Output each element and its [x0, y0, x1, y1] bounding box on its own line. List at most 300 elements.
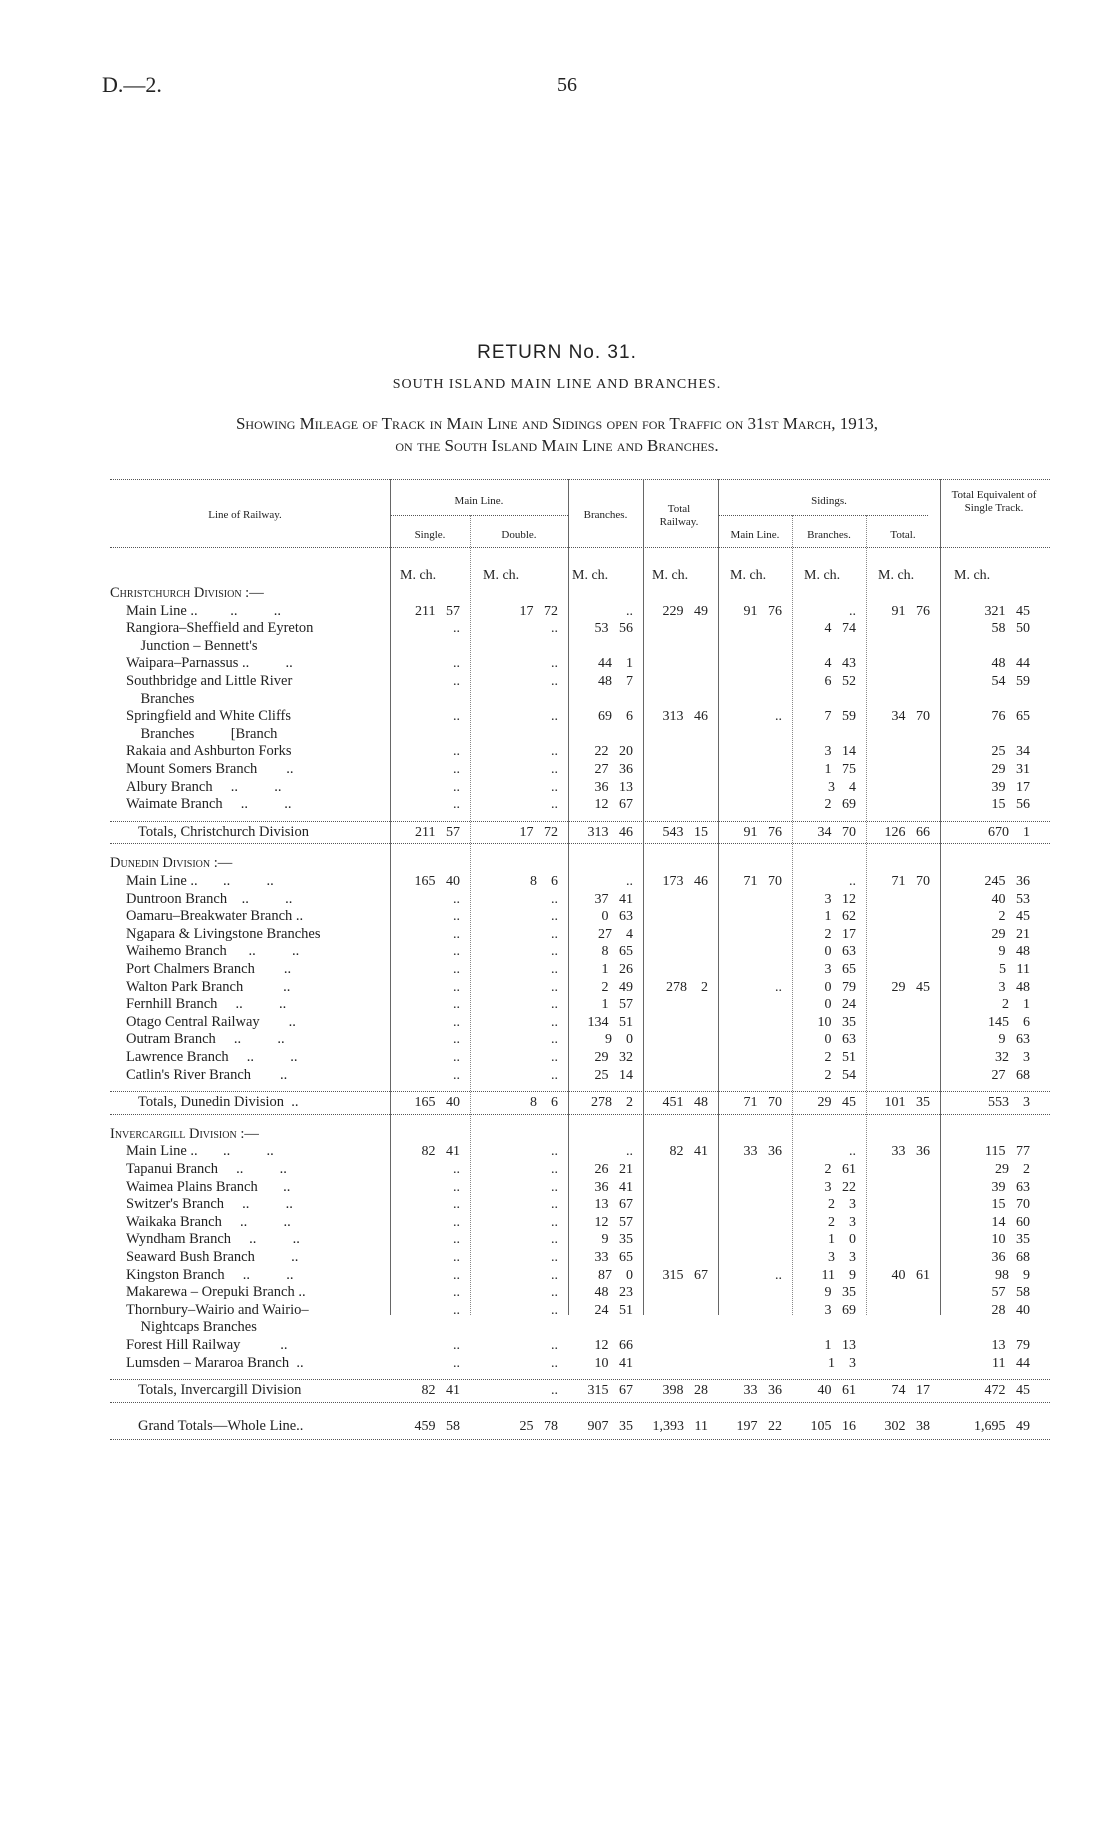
row-label: Seaward Bush Branch .. [126, 1249, 299, 1265]
header-main-line: Main Line. [454, 495, 504, 507]
cell-double: .. [551, 962, 558, 977]
cell-branches: 2 49 [601, 979, 633, 995]
caption-line-1: Showing Mileage of Track in Main Line and Sidings open for Traffic on 31st March, 1913, [235, 414, 879, 433]
cell-equiv: 2 1 [1002, 997, 1030, 1013]
col-sep-total [643, 479, 644, 1315]
cell-single: .. [453, 674, 460, 689]
cell-sid-br: 2 54 [824, 1067, 856, 1083]
cell-sid-total: 33 36 [891, 1144, 930, 1160]
cell-single: .. [453, 1267, 460, 1283]
cell-branches: 24 51 [594, 1302, 633, 1318]
cell-branches: 87 0 [598, 1267, 633, 1283]
units-branches: M. ch. [572, 568, 609, 583]
header-double: Double. [501, 529, 537, 541]
units-sid-main: M. ch. [730, 568, 767, 583]
cell-total: 82 41 [669, 1144, 708, 1160]
cell-single: .. [453, 1302, 460, 1318]
cell-sid-br: 4 43 [824, 656, 856, 672]
cell-double: 17 72 [519, 603, 558, 619]
cell-sid-main: .. [775, 709, 782, 725]
cell-sid-br: 1 3 [828, 1355, 856, 1371]
cell-equiv: 36 68 [991, 1250, 1030, 1265]
cell-sid-br: 3 14 [824, 744, 856, 760]
cell-single: .. [453, 962, 460, 977]
cell-total: 173 46 [662, 874, 708, 889]
header-single: Single. [414, 529, 446, 541]
subtotal-double: 17 72 [519, 824, 558, 840]
cell-sid-br: 0 79 [824, 979, 856, 995]
grand-total-single: 459 58 [414, 1418, 460, 1434]
cell-equiv: 48 44 [991, 656, 1030, 672]
cell-double: .. [551, 1302, 558, 1318]
row-label: Junction – Bennett's [126, 637, 258, 654]
grand-total-sid-br: 105 16 [810, 1418, 856, 1434]
subtotal-sid-br: 29 45 [817, 1095, 856, 1111]
cell-sid-br: 0 63 [824, 1032, 856, 1048]
subtotal-sid-total: 74 17 [891, 1383, 930, 1399]
subtotal-sid-total: 126 66 [884, 824, 930, 840]
col-sep-sid-total [866, 515, 867, 1315]
cell-equiv: 29 31 [991, 762, 1030, 777]
cell-branches: 36 13 [594, 779, 633, 795]
grand-total-total: 1,393 11 [652, 1418, 708, 1434]
cell-double: .. [551, 944, 558, 960]
cell-equiv: 54 59 [991, 674, 1030, 689]
cell-sid-total: 34 70 [891, 709, 930, 725]
cell-equiv: 5 11 [999, 962, 1030, 977]
cell-sid-br: 2 17 [824, 926, 856, 942]
cell-sid-total: 91 76 [891, 603, 930, 619]
header-bottom-rule [110, 547, 1050, 548]
cell-sid-br: 6 52 [824, 674, 856, 689]
cell-branches: 53 56 [594, 621, 633, 637]
row-label: Lawrence Branch .. .. [126, 1049, 298, 1065]
cell-double: .. [551, 779, 558, 795]
subtotal-total: 451 48 [662, 1095, 708, 1111]
subtotal-bottom-rule [110, 843, 1050, 844]
cell-equiv: 115 77 [985, 1144, 1030, 1160]
cell-single: .. [453, 1179, 460, 1195]
subtotal-branches: 315 67 [587, 1383, 633, 1399]
table-top-rule [110, 479, 1050, 480]
cell-sid-br: 1 75 [824, 762, 856, 777]
row-label: Port Chalmers Branch .. [126, 961, 292, 977]
cell-branches: 12 57 [594, 1214, 633, 1230]
units-sid-total: M. ch. [878, 568, 915, 583]
cell-branches: 27 36 [594, 762, 633, 777]
row-label: Duntroon Branch .. .. [126, 890, 293, 907]
cell-branches: 44 1 [598, 656, 633, 672]
row-label: Rakaia and Ashburton Forks [126, 743, 292, 760]
cell-double: .. [551, 797, 558, 813]
cell-single: .. [453, 621, 460, 637]
cell-sid-br: 3 3 [828, 1250, 856, 1265]
units-single: M. ch. [400, 568, 437, 583]
row-label: Catlin's River Branch .. [126, 1066, 288, 1083]
cell-double: .. [551, 1355, 558, 1371]
cell-double: .. [551, 1214, 558, 1230]
cell-double: .. [551, 891, 558, 907]
subtotal-rule [110, 1091, 1050, 1092]
grand-total-branches: 907 35 [587, 1418, 633, 1434]
header-sidings-main: Main Line. [730, 529, 780, 541]
row-label: Southbridge and Little River [126, 673, 293, 689]
cell-sid-br: 2 3 [828, 1197, 856, 1213]
cell-branches: 22 20 [594, 744, 633, 760]
cell-double: .. [551, 1014, 558, 1030]
cell-equiv: 14 60 [991, 1214, 1030, 1230]
cell-single: 165 40 [414, 874, 460, 889]
cell-equiv: 3 48 [998, 979, 1030, 995]
cell-branches: 134 51 [587, 1014, 633, 1030]
cell-single: .. [453, 1067, 460, 1083]
row-label: Branches [126, 690, 195, 707]
row-label: Forest Hill Railway .. [126, 1337, 288, 1353]
cell-equiv: 11 44 [992, 1355, 1030, 1371]
cell-double: .. [551, 1032, 558, 1048]
grand-total-sid-main: 197 22 [736, 1418, 782, 1434]
cell-branches: 48 7 [598, 674, 633, 689]
cell-total: 315 67 [662, 1267, 708, 1283]
return-title: RETURN No. 31. [477, 342, 637, 363]
division-heading: Dunedin Division :— [110, 855, 233, 872]
cell-single: .. [453, 1250, 460, 1265]
cell-branches: 25 14 [594, 1067, 633, 1083]
row-label: Springfield and White Cliffs [126, 708, 291, 725]
cell-branches: 33 65 [594, 1250, 633, 1265]
cell-sid-br: 4 74 [824, 621, 856, 637]
cell-sid-total: 29 45 [891, 979, 930, 995]
subtotal-label: Totals, Dunedin Division .. [138, 1094, 299, 1111]
cell-branches: 37 41 [594, 891, 633, 907]
subtotal-equiv: 553 3 [988, 1095, 1030, 1111]
subtotal-single: 165 40 [414, 1095, 460, 1111]
cell-sid-br: 10 35 [817, 1014, 856, 1030]
cell-single: 211 57 [415, 603, 460, 619]
cell-double: .. [551, 909, 558, 925]
subtotal-sid-main: 33 36 [743, 1383, 782, 1399]
cell-equiv: 98 9 [995, 1267, 1030, 1283]
subtotal-bottom-rule [110, 1114, 1050, 1115]
cell-sid-br: 1 62 [824, 909, 856, 925]
col-sep-branches [568, 479, 569, 1315]
cell-single: .. [453, 797, 460, 813]
subtotal-single: 211 57 [415, 824, 460, 840]
cell-sid-total: 40 61 [891, 1267, 930, 1283]
cell-sid-br: 3 12 [824, 891, 856, 907]
units-total: M. ch. [652, 568, 689, 583]
cell-equiv: 2 45 [998, 909, 1030, 925]
cell-total: 229 49 [662, 603, 708, 619]
cell-branches: 1 57 [601, 997, 633, 1013]
cell-sid-br: 2 61 [824, 1162, 856, 1177]
subtotal-total: 398 28 [662, 1383, 708, 1399]
cell-sid-br: 9 35 [824, 1285, 856, 1301]
cell-double: .. [551, 1067, 558, 1083]
subtotal-sid-total: 101 35 [884, 1095, 930, 1111]
cell-double: .. [551, 1050, 558, 1065]
cell-branches: .. [626, 874, 633, 889]
col-sep-equiv [940, 479, 941, 1315]
cell-branches: 27 4 [598, 926, 633, 942]
row-label: Makarewa – Orepuki Branch .. [126, 1284, 306, 1301]
cell-branches: 48 23 [594, 1285, 633, 1301]
cell-double: .. [551, 1179, 558, 1195]
header-sidings-branches: Branches. [807, 529, 851, 541]
cell-branches: 13 67 [594, 1197, 633, 1213]
cell-single: .. [453, 779, 460, 795]
cell-sid-main: 33 36 [743, 1144, 782, 1160]
row-label: Walton Park Branch .. [126, 978, 291, 995]
cell-branches: 1 26 [601, 962, 633, 977]
col-sep-sid-br [792, 515, 793, 1315]
cell-single: .. [453, 1032, 460, 1048]
cell-sid-main: 91 76 [743, 603, 782, 619]
grand-total-double: 25 78 [519, 1418, 558, 1434]
cell-equiv: 15 70 [991, 1197, 1030, 1213]
cell-sid-br: 0 63 [824, 944, 856, 960]
subtotal-label: Totals, Christchurch Division [138, 823, 309, 840]
cell-sid-br: 11 9 [821, 1267, 856, 1283]
row-label: Waimate Branch .. .. [126, 796, 292, 813]
subtotal-rule [110, 821, 1050, 822]
row-label: Tapanui Branch .. .. [126, 1161, 287, 1177]
cell-sid-br: 7 59 [824, 709, 856, 725]
cell-single: .. [453, 909, 460, 925]
cell-equiv: 10 35 [991, 1232, 1030, 1248]
cell-branches: 69 6 [598, 709, 633, 725]
units-sid-br: M. ch. [804, 568, 841, 583]
cell-equiv: 57 58 [991, 1285, 1030, 1301]
cell-sid-br: 2 51 [824, 1050, 856, 1065]
subtotal-sid-main: 71 70 [743, 1095, 782, 1111]
cell-double: .. [551, 1285, 558, 1301]
cell-equiv: 32 3 [995, 1050, 1030, 1065]
cell-single: .. [453, 997, 460, 1013]
subtotal-equiv: 472 45 [984, 1383, 1030, 1399]
row-label: Wyndham Branch .. .. [126, 1231, 300, 1248]
cell-single: .. [453, 656, 460, 672]
cell-single: .. [453, 762, 460, 777]
row-label: Waihemo Branch .. .. [126, 943, 300, 960]
subtotal-total: 543 15 [662, 824, 708, 840]
cell-sid-br: 0 24 [824, 997, 856, 1013]
subtotal-branches: 313 46 [587, 824, 633, 840]
grand-total-sid-total: 302 38 [884, 1418, 930, 1434]
cell-sid-br: 3 4 [828, 779, 856, 795]
row-label: Otago Central Railway .. [126, 1013, 296, 1030]
cell-equiv: 13 79 [991, 1338, 1030, 1353]
cell-equiv: 28 40 [991, 1302, 1030, 1318]
cell-double: .. [551, 1197, 558, 1213]
subtotal-double: .. [551, 1383, 558, 1399]
row-label: Kingston Branch .. .. [126, 1266, 294, 1283]
subtotal-sid-main: 91 76 [743, 824, 782, 840]
division-heading: Christchurch Division :— [110, 585, 264, 601]
row-label: Main Line .. .. .. [126, 873, 274, 889]
cell-double: .. [551, 744, 558, 760]
cell-single: .. [453, 1232, 460, 1248]
cell-sid-total: 71 70 [891, 874, 930, 889]
row-label: Waimea Plains Branch .. [126, 1178, 291, 1195]
division-heading: Invercargill Division :— [110, 1125, 259, 1142]
cell-single: .. [453, 979, 460, 995]
cell-branches: 12 66 [594, 1338, 633, 1353]
cell-single: .. [453, 944, 460, 960]
row-label: Outram Branch .. .. [126, 1031, 285, 1048]
cell-sid-br: 3 69 [824, 1302, 856, 1318]
cell-sid-br: 1 13 [824, 1338, 856, 1353]
cell-single: .. [453, 1338, 460, 1353]
cell-single: 82 41 [421, 1144, 460, 1160]
subtotal-sid-br: 34 70 [817, 824, 856, 840]
cell-double: 8 6 [530, 874, 558, 889]
cell-sid-main: .. [775, 979, 782, 995]
row-label: Mount Somers Branch .. [126, 761, 294, 777]
cell-branches: 10 41 [594, 1355, 633, 1371]
cell-single: .. [453, 926, 460, 942]
cell-equiv: 29 2 [995, 1162, 1030, 1177]
cell-double: .. [551, 1250, 558, 1265]
cell-double: .. [551, 926, 558, 942]
cell-equiv: 15 56 [991, 797, 1030, 813]
row-label: Oamaru–Breakwater Branch .. [126, 908, 304, 925]
subtotal-rule [110, 1379, 1050, 1380]
cell-equiv: 76 65 [991, 709, 1030, 725]
cell-equiv: 25 34 [991, 744, 1030, 760]
header-total-railway: Total Railway. [659, 503, 699, 528]
cell-single: .. [453, 744, 460, 760]
cell-equiv: 40 53 [991, 891, 1030, 907]
row-label: Switzer's Branch .. .. [126, 1196, 293, 1213]
cell-double: .. [551, 656, 558, 672]
cell-equiv: 27 68 [991, 1067, 1030, 1083]
subtotal-single: 82 41 [421, 1383, 460, 1399]
row-label: Waikaka Branch .. .. [126, 1213, 291, 1230]
row-label: Ngapara & Livingstone Branches [126, 925, 321, 942]
cell-single: .. [453, 891, 460, 907]
grand-total-equiv: 1,695 49 [974, 1418, 1030, 1434]
cell-sid-br: .. [849, 874, 856, 889]
cell-equiv: 9 63 [998, 1032, 1030, 1048]
cell-sid-br: 2 69 [824, 797, 856, 813]
header-branches: Branches. [583, 509, 628, 521]
cell-equiv: 58 50 [991, 621, 1030, 637]
row-label: Lumsden – Mararoa Branch .. [126, 1354, 304, 1371]
cell-double: .. [551, 762, 558, 777]
subtotal-sid-br: 40 61 [817, 1383, 856, 1399]
cell-branches: 36 41 [594, 1179, 633, 1195]
cell-single: .. [453, 1014, 460, 1030]
cell-branches: 9 0 [605, 1032, 633, 1048]
cell-branches: .. [626, 603, 633, 619]
mileage-table [110, 475, 1050, 1495]
cell-single: .. [453, 1050, 460, 1065]
col-sep-sid-main [718, 479, 719, 1315]
cell-equiv: 245 36 [984, 874, 1030, 889]
cell-single: .. [453, 1285, 460, 1301]
cell-double: .. [551, 674, 558, 689]
cell-single: .. [453, 1214, 460, 1230]
subtotal-bottom-rule [110, 1402, 1050, 1403]
grand-total-label: Grand Totals—Whole Line.. [138, 1417, 304, 1434]
row-label: Branches [Branch [126, 725, 278, 742]
units-equiv: M. ch. [954, 568, 991, 583]
cell-double: .. [551, 979, 558, 995]
cell-sid-br: .. [849, 1144, 856, 1160]
units-double: M. ch. [483, 568, 520, 583]
caption-line-2: on the South Island Main Line and Branches. [395, 436, 719, 455]
row-label: Main Line .. .. .. [126, 1143, 274, 1160]
cell-equiv: 9 48 [998, 944, 1030, 960]
cell-double: .. [551, 997, 558, 1013]
cell-branches: 26 21 [594, 1162, 633, 1177]
document-reference: D.—2. [102, 72, 162, 97]
cell-double: .. [551, 1338, 558, 1353]
header-sidings: Sidings. [811, 495, 847, 507]
main-line-subrule [390, 515, 568, 516]
col-sep-double [470, 515, 471, 1315]
cell-equiv: 29 21 [991, 926, 1030, 942]
row-label: Waipara–Parnassus .. .. [126, 655, 293, 672]
cell-equiv: 145 6 [988, 1014, 1030, 1030]
cell-branches: 29 32 [594, 1050, 633, 1065]
row-label: Main Line .. .. .. [126, 602, 282, 619]
cell-equiv: 39 63 [991, 1179, 1030, 1195]
cell-single: .. [453, 1162, 460, 1177]
cell-sid-br: 2 3 [828, 1214, 856, 1230]
subtotal-equiv: 670 1 [988, 824, 1030, 840]
cell-branches: 12 67 [594, 797, 633, 813]
cell-double: .. [551, 1162, 558, 1177]
subtotal-label: Totals, Invercargill Division [138, 1382, 302, 1399]
cell-double: .. [551, 1267, 558, 1283]
cell-single: .. [453, 1197, 460, 1213]
return-subtitle: SOUTH ISLAND MAIN LINE AND BRANCHES. [392, 377, 722, 392]
header-line-of-railway: Line of Railway. [208, 509, 282, 521]
cell-sid-main: 71 70 [743, 874, 782, 889]
cell-sid-main: .. [775, 1267, 782, 1283]
row-label: Nightcaps Branches [126, 1319, 257, 1336]
cell-equiv: 321 45 [984, 603, 1030, 619]
cell-total: 313 46 [662, 709, 708, 725]
header-total-equivalent: Total Equivalent of Single Track. [951, 489, 1037, 514]
cell-sid-br: 3 65 [824, 962, 856, 977]
cell-branches: .. [626, 1144, 633, 1160]
cell-branches: 9 35 [601, 1232, 633, 1248]
cell-double: .. [551, 1232, 558, 1248]
cell-single: .. [453, 1355, 460, 1371]
cell-equiv: 39 17 [991, 779, 1030, 795]
cell-sid-br: .. [849, 603, 856, 619]
cell-double: .. [551, 1144, 558, 1160]
table-bottom-rule [110, 1439, 1050, 1440]
cell-sid-br: 1 0 [828, 1232, 856, 1248]
cell-double: .. [551, 709, 558, 725]
cell-total: 278 2 [666, 979, 708, 995]
row-label: Thornbury–Wairio and Wairio– [126, 1301, 309, 1318]
cell-single: .. [453, 709, 460, 725]
sidings-subrule [718, 515, 928, 516]
row-label: Fernhill Branch .. .. [126, 996, 287, 1013]
cell-branches: 8 65 [601, 944, 633, 960]
header-sidings-total: Total. [890, 529, 916, 541]
row-label: Albury Branch .. .. [126, 778, 282, 795]
cell-sid-br: 3 22 [824, 1179, 856, 1195]
page-number: 56 [557, 74, 577, 96]
row-label: Rangiora–Sheffield and Eyreton [126, 620, 314, 637]
subtotal-double: 8 6 [530, 1095, 558, 1111]
